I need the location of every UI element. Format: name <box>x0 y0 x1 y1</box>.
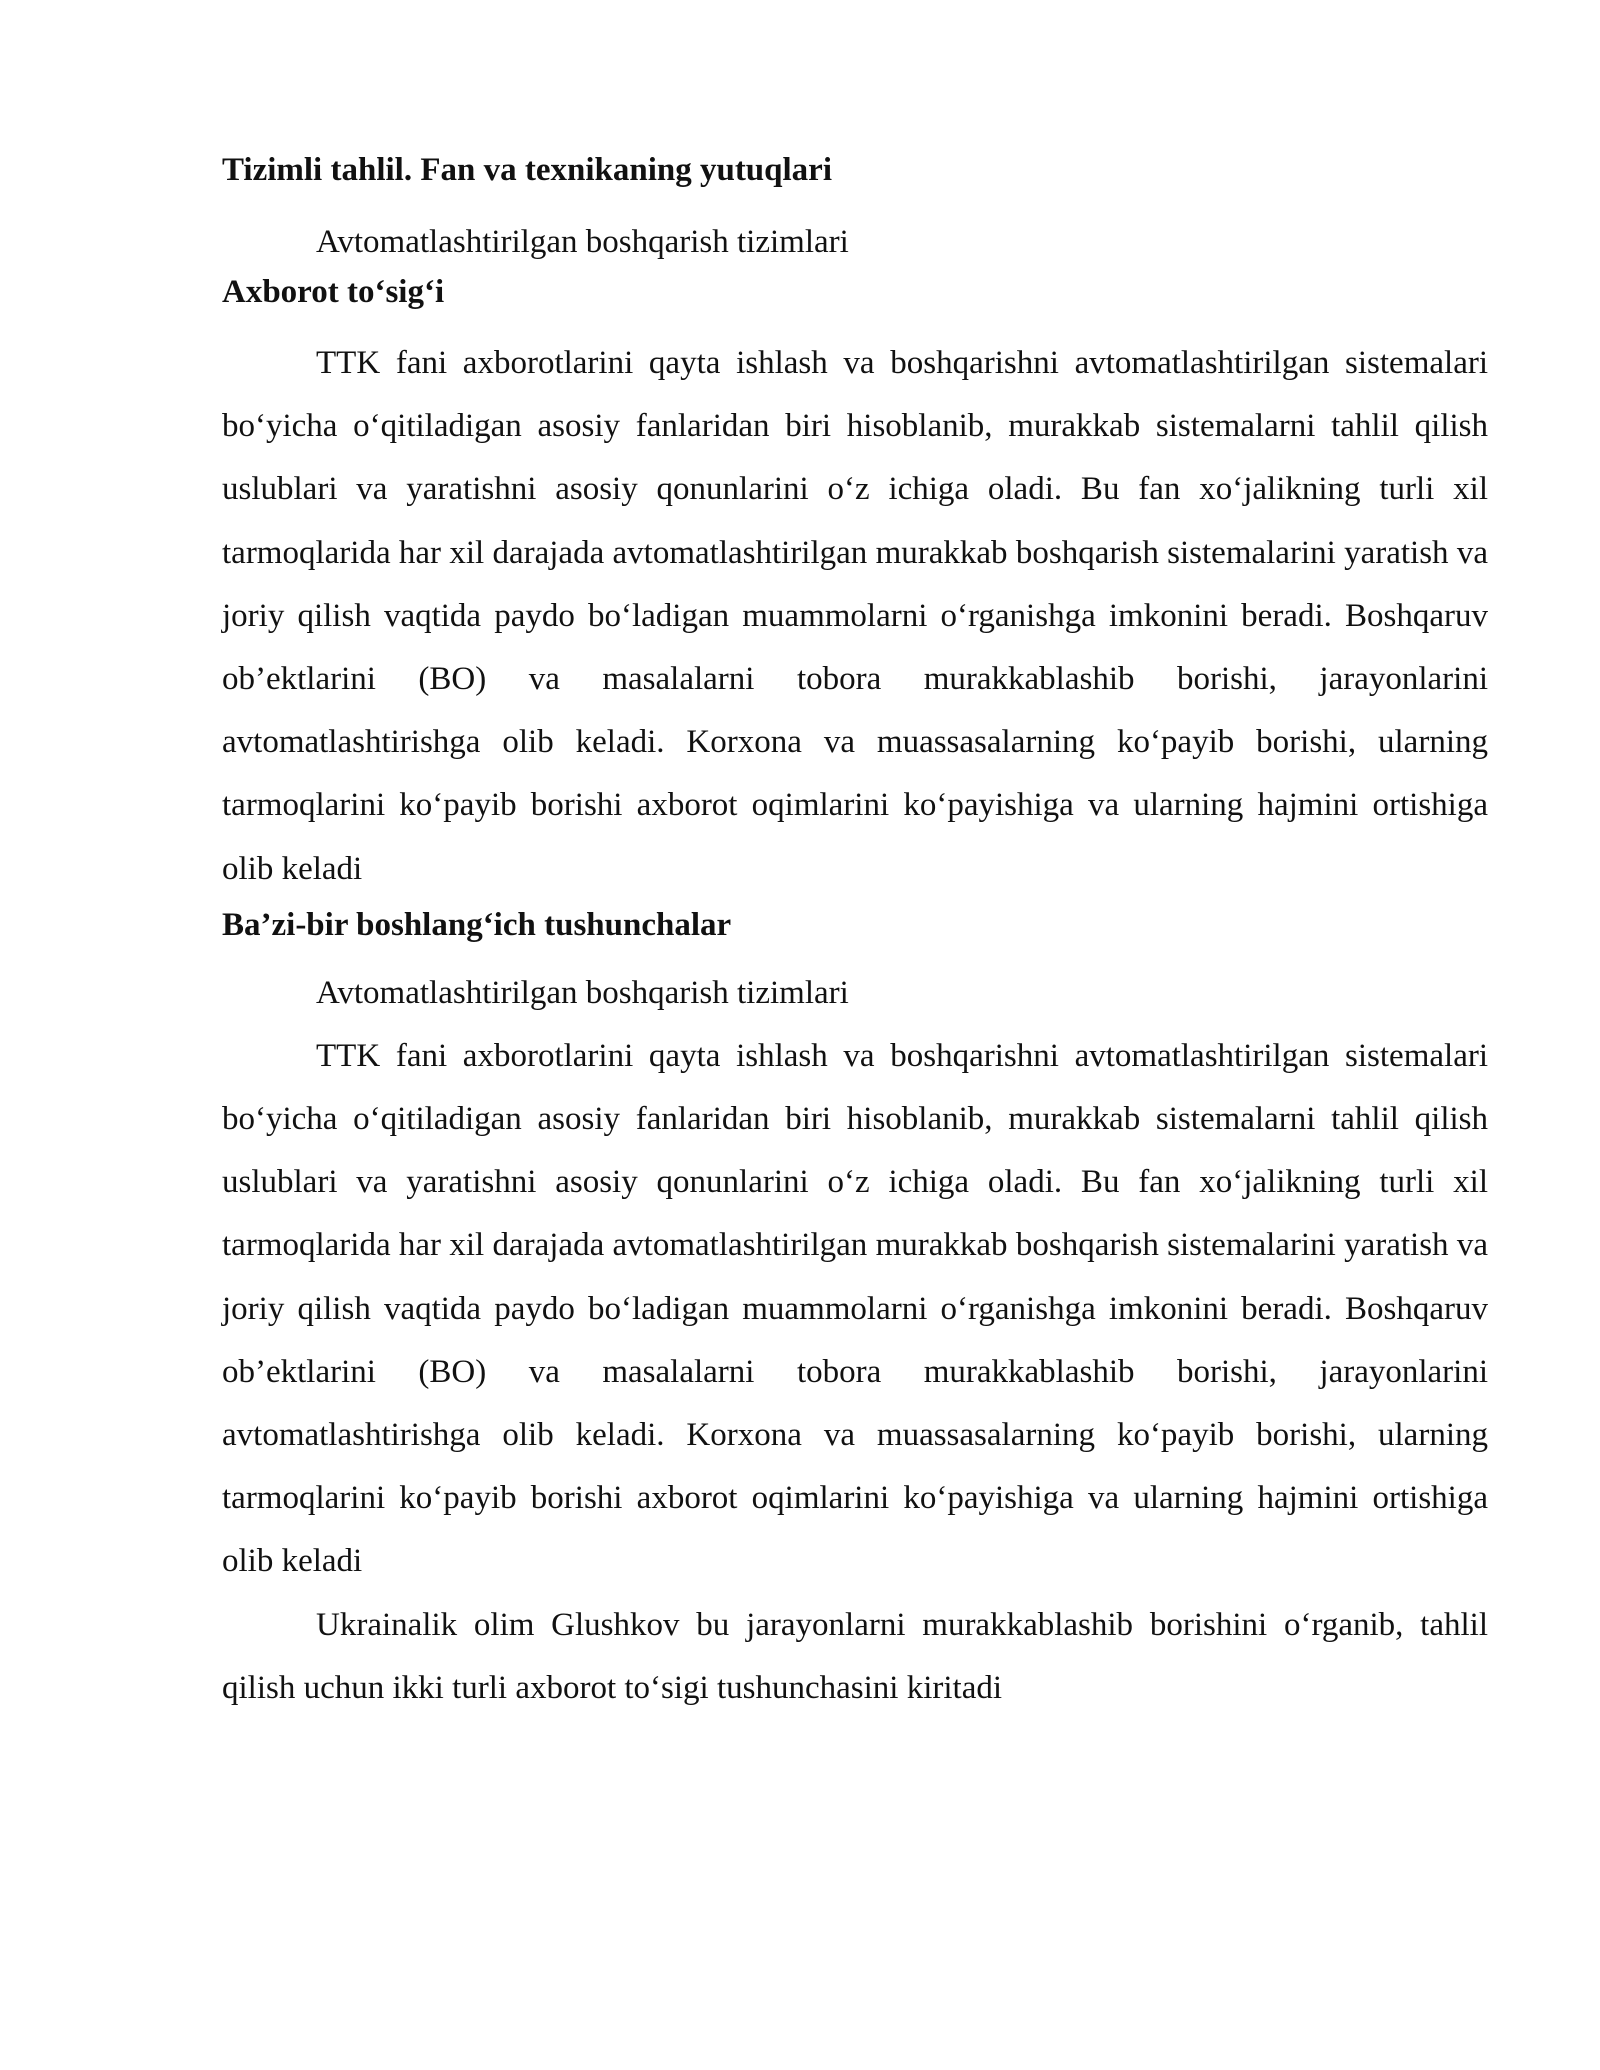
section-subtitle: Avtomatlashtirilgan boshqarish tizimlari <box>316 224 849 260</box>
section-heading: Ba’zi-bir boshlang‘ich tushunchalar <box>222 906 732 943</box>
document-title: Tizimli tahlil. Fan va texnikaning yutuqlari <box>222 152 833 188</box>
body-paragraph: Ukrainalik olim Glushkov bu jarayonlarni murakkablashib borishini o‘rganib, tahlil qilish uchun ikki turli axborot to‘sigi tushunchasini kiritadi <box>222 1606 1488 1706</box>
body-paragraph: TTK fani axborotlarini qayta ishlash va boshqarishni avtomatlashtirilgan sistemalari bo‘yicha o‘qitiladigan asosiy fanlaridan biri hisoblanib, murakkab sistemalarni tahlil qilish uslublari va yaratishni asosiy qonunlarini o‘z ichiga oladi. Bu fan xo‘jalikning turli xil tarmoqlarida har xil darajada avtomatlashtirilgan murakkab boshqarish sistemalarini yaratish va joriy qilish vaqtida paydo bo‘ladigan muammolarni o‘rganishga imkonini beradi. Boshqaruv ob’ektlarini (BO) va masalalarni tobora murakkablashib borishi, jarayonlarini avtomatlashtirishga olib keladi. Korxona va muassasalarning ko‘payib borishi, ularning tarmoqlarini ko‘payib borishi axborot oqimlarini ko‘payishiga va ularning hajmini ortishiga olib keladi <box>222 1037 1488 1580</box>
body-paragraph: TTK fani axborotlarini qayta ishlash va boshqarishni avtomatlashtirilgan sistemalari bo‘yicha o‘qitiladigan asosiy fanlaridan biri hisoblanib, murakkab sistemalarni tahlil qilish uslublari va yaratishni asosiy qonunlarini o‘z ichiga oladi. Bu fan xo‘jalikning turli xil tarmoqlarida har xil darajada avtomatlashtirilgan murakkab boshqarish sistemalarini yaratish va joriy qilish vaqtida paydo bo‘ladigan muammolarni o‘rganishga imkonini beradi. Boshqaruv ob’ektlarini (BO) va masalalarni tobora murakkablashib borishi, jarayonlarini avtomatlashtirishga olib keladi. Korxona va muassasalarning ko‘payib borishi, ularning tarmoqlarini ko‘payib borishi axborot oqimlarini ko‘payishiga va ularning hajmini ortishiga olib keladi <box>222 345 1488 887</box>
section-subtitle: Avtomatlashtirilgan boshqarish tizimlari <box>316 974 849 1011</box>
section-heading: Axborot to‘sig‘i <box>222 274 445 310</box>
document-page <box>222 148 1488 1720</box>
